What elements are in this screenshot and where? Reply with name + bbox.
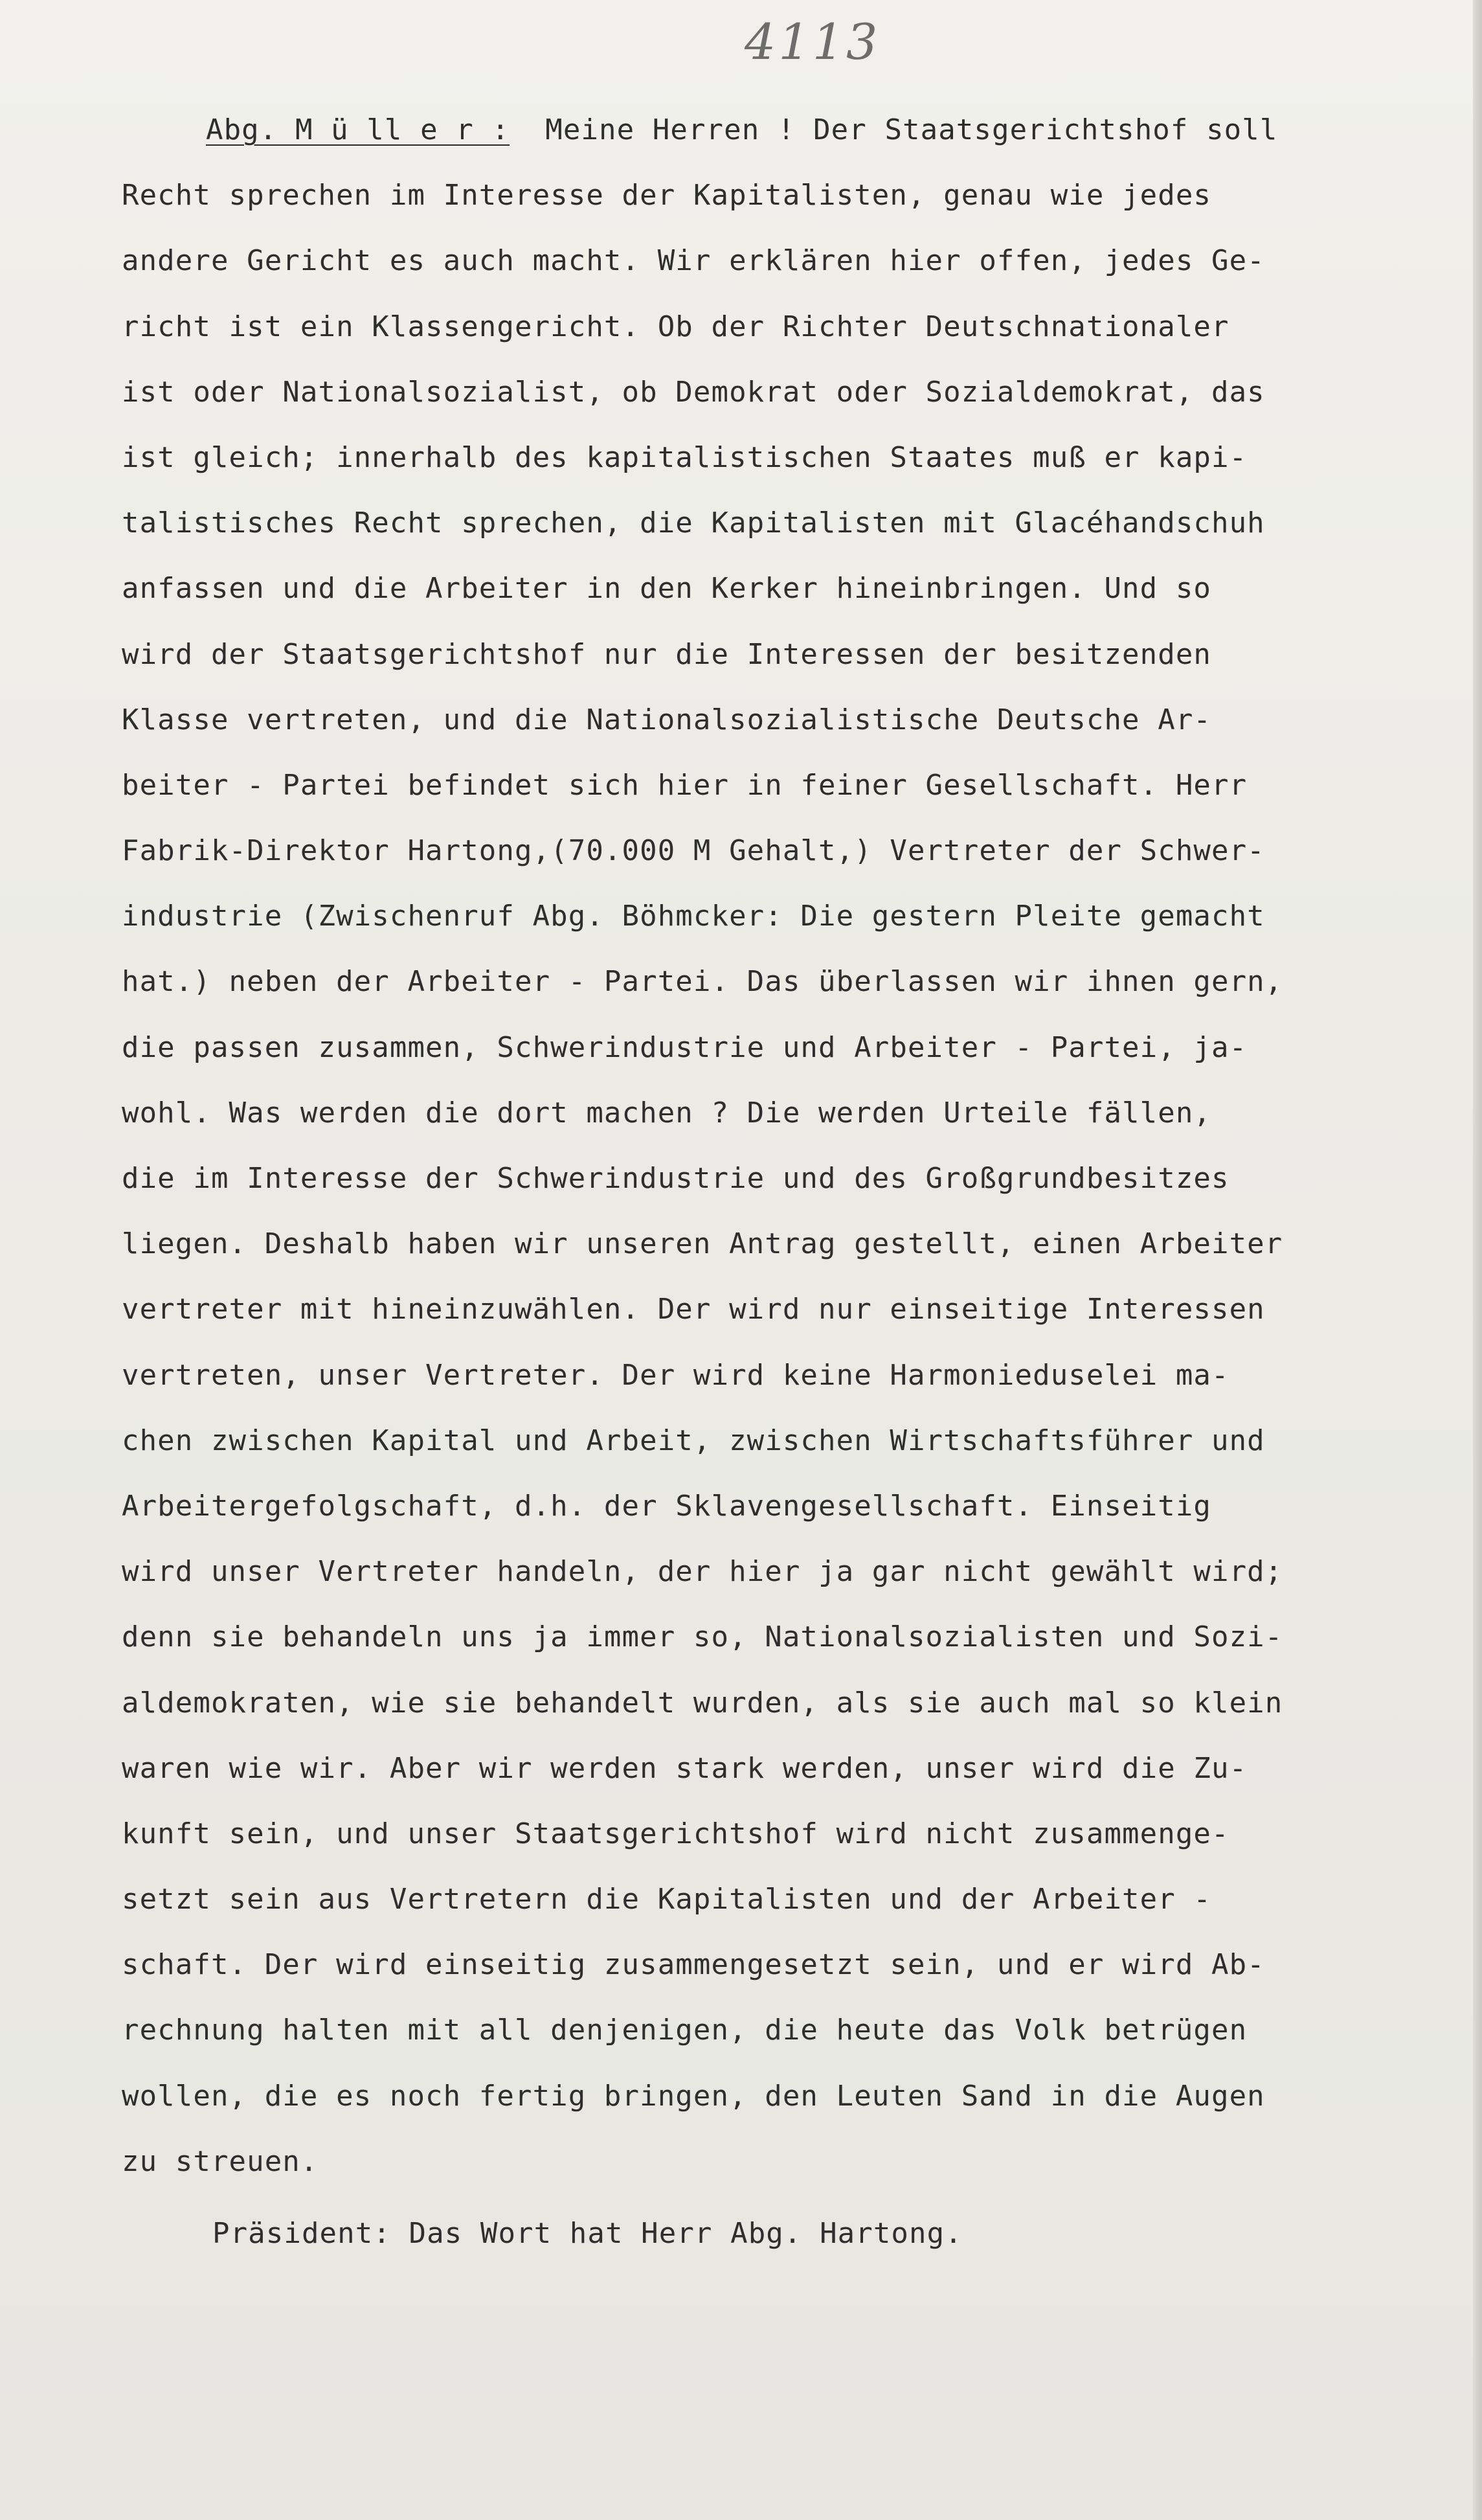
speech-line: Arbeitergefolgschaft, d.h. der Sklavengesellschaft. Einseitig (122, 1489, 1212, 1523)
folio-number: 4113 (745, 13, 881, 71)
speech-line: aldemokraten, wie sie behandelt wurden, als sie auch mal so klein (122, 1686, 1283, 1720)
speech-first-line-text: Meine Herren ! Der Staatsgerichtshof soll (510, 113, 1278, 146)
speech-line: waren wie wir. Aber wir werden stark werden, unser wird die Zu- (122, 1751, 1248, 1785)
speech-line: ist gleich; innerhalb des kapitalistischen Staates muß er kapi- (122, 440, 1248, 474)
speech-line: anfassen und die Arbeiter in den Kerker hineinbringen. Und so (122, 572, 1212, 606)
speech-line: richt ist ein Klassengericht. Ob der Richter Deutschnationaler (122, 310, 1229, 343)
speech-line: Fabrik-Direktor Hartong,(70.000 M Gehalt,) Vertreter der Schwer- (122, 834, 1265, 868)
speech-line: beiter - Partei befindet sich hier in feiner Gesellschaft. Herr (122, 768, 1248, 802)
speech-line: vertreten, unser Vertreter. Der wird keine Harmonieduselei ma- (122, 1358, 1229, 1392)
speech-line: Recht sprechen im Interesse der Kapitalisten, genau wie jedes (122, 179, 1212, 212)
speech-line: wird unser Vertreter handeln, der hier ja gar nicht gewählt wird; (122, 1555, 1283, 1589)
speech-line: kunft sein, und unser Staatsgerichtshof wird nicht zusammenge- (122, 1817, 1229, 1850)
speech-line: die im Interesse der Schwerindustrie und des Großgrundbesitzes (122, 1162, 1229, 1195)
speech-line: talistisches Recht sprechen, die Kapitalisten mit Glacéhandschuh (122, 506, 1265, 540)
speech-line: zu streuen. (122, 2144, 319, 2178)
speech-line: liegen. Deshalb haben wir unseren Antrag gestellt, einen Arbeiter (122, 1227, 1283, 1261)
page-edge (1473, 0, 1482, 2520)
speech-line: ist oder Nationalsozialist, ob Demokrat oder Sozialdemokrat, das (122, 375, 1265, 409)
speech-line: industrie (Zwischenruf Abg. Böhmcker: Die gestern Pleite gemacht (122, 900, 1265, 933)
speaker-name: Abg. M ü ll e r : (206, 113, 510, 146)
speech-line: wollen, die es noch fertig bringen, den Leuten Sand in die Augen (122, 2079, 1265, 2113)
speech-line: wohl. Was werden die dort machen ? Die werden Urteile fällen, (122, 1096, 1212, 1129)
speech-line: rechnung halten mit all denjenigen, die heute das Volk betrügen (122, 2014, 1248, 2047)
speech-first-line (122, 97, 1468, 163)
speech-line: die passen zusammen, Schwerindustrie und Arbeiter - Partei, ja- (122, 1030, 1248, 1064)
speech-line: vertreter mit hineinzuwählen. Der wird nur einseitige Interessen (122, 1293, 1265, 1326)
transcript-body (122, 97, 1468, 2266)
speech-line: Klasse vertreten, und die Nationalsozialistische Deutsche Ar- (122, 703, 1212, 736)
speech-line: andere Gericht es auch macht. Wir erklären hier offen, jedes Ge- (122, 244, 1265, 278)
speech-line: schaft. Der wird einseitig zusammengesetzt sein, und er wird Ab- (122, 1948, 1265, 1982)
speech-line: wird der Staatsgerichtshof nur die Interessen der besitzenden (122, 637, 1212, 671)
speech-line: chen zwischen Kapital und Arbeit, zwischen Wirtschaftsführer und (122, 1424, 1265, 1457)
speech-line: setzt sein aus Vertretern die Kapitalisten und der Arbeiter - (122, 1883, 1212, 1916)
president-line: Präsident: Das Wort hat Herr Abg. Hartong. (212, 2217, 963, 2250)
speech-line: hat.) neben der Arbeiter - Partei. Das überlassen wir ihnen gern, (122, 965, 1283, 999)
speech-line: denn sie behandeln uns ja immer so, Nationalsozialisten und Sozi- (122, 1620, 1283, 1654)
